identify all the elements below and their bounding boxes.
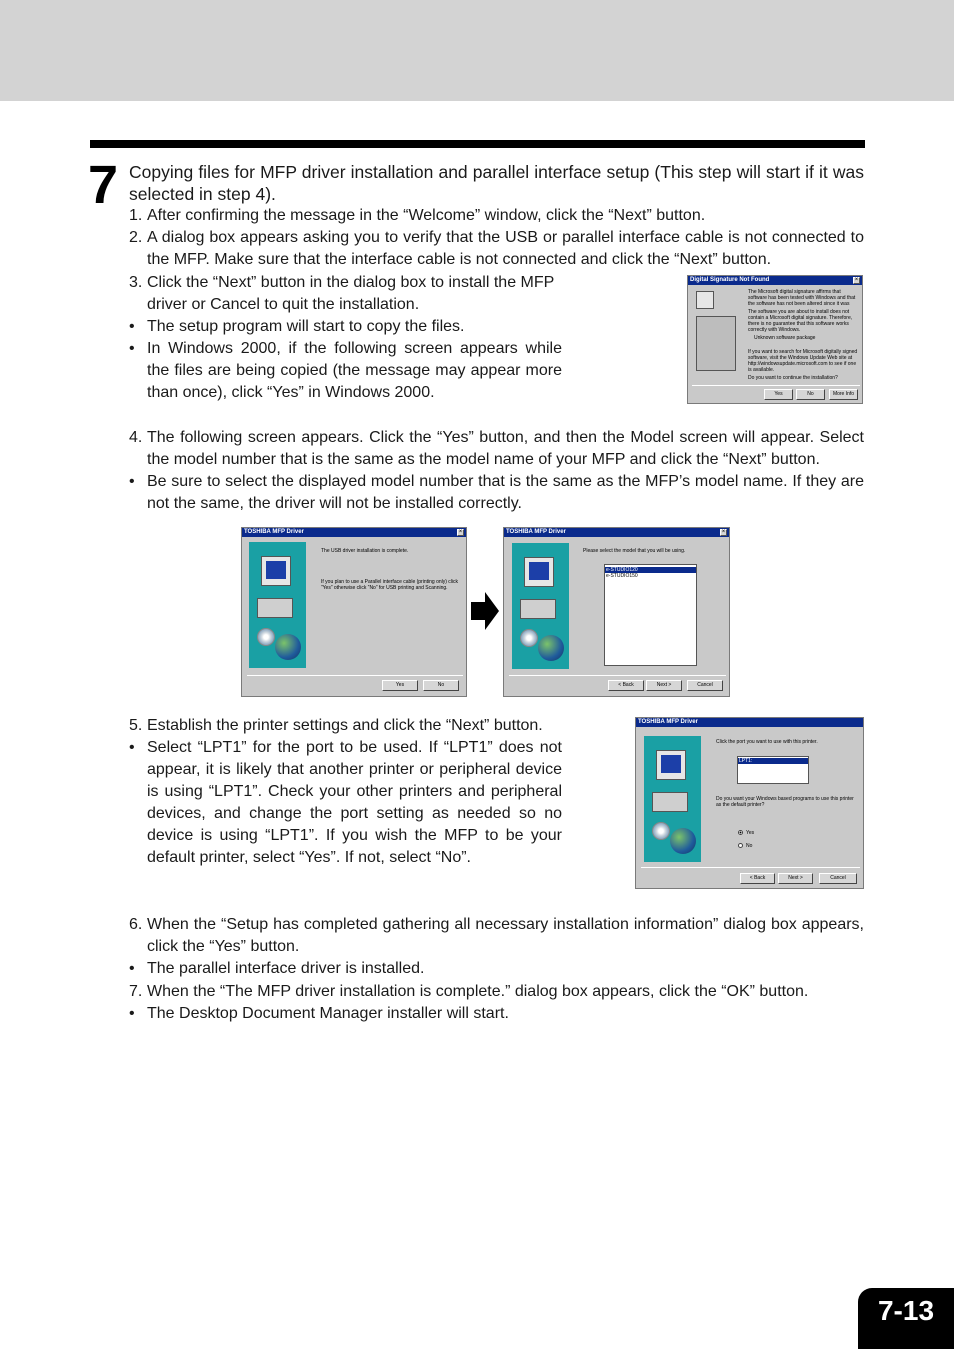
computer-icon xyxy=(696,316,736,371)
list-marker: • xyxy=(129,473,135,490)
list-item xyxy=(129,981,864,1003)
divider xyxy=(247,675,463,676)
list-text: When the “The MFP driver installation is complete.” dialog box appears, click the “OK” button. xyxy=(147,983,809,1000)
list-marker: • xyxy=(129,318,135,335)
close-icon: × xyxy=(721,529,726,535)
certificate-icon xyxy=(696,291,714,309)
setup-graphic xyxy=(249,542,306,668)
list-text: When the “Setup has completed gathering all necessary installation information” dialog box appears, click the “Yes” button. xyxy=(147,916,864,955)
model-option-selected[interactable]: e-STUDIO120 xyxy=(605,567,696,573)
section-rule xyxy=(90,140,865,148)
model-option[interactable]: e-STUDIO150 xyxy=(606,573,638,579)
list-item xyxy=(129,958,864,980)
list-item xyxy=(129,272,562,316)
cancel-button[interactable]: Cancel xyxy=(819,873,857,884)
list-marker: 3. xyxy=(129,274,143,291)
parallel-question: If you plan to use a Parallel interface cable (printing only) click “Yes” otherwise click “No” for USB printing and Scanning. xyxy=(321,579,459,591)
port-option-selected[interactable]: LPT1: xyxy=(738,758,808,764)
model-select-dialog-screenshot xyxy=(503,527,730,697)
list-item xyxy=(129,737,562,869)
no-radio-label: No xyxy=(746,843,753,849)
computer-icon xyxy=(656,750,686,780)
signature-para-2: The software you are about to install does not contain a Microsoft digital signature. Therefore, there is no guarantee that this software works correctly with Windows. xyxy=(748,309,853,333)
list-marker: 7. xyxy=(129,983,143,1000)
keyboard-icon xyxy=(257,598,293,618)
list-text: A dialog box appears asking you to verify that the USB or parallel interface cable is not connected to the MFP. Make sure that the interface cable is not connected and click the “Next” button. xyxy=(147,229,864,268)
list-marker: 5. xyxy=(129,717,143,734)
dialog-title: TOSHIBA MFP Driver xyxy=(504,528,729,537)
list-item xyxy=(129,227,864,271)
divider xyxy=(509,675,726,676)
list-item xyxy=(129,316,562,338)
close-icon: × xyxy=(854,277,859,283)
list-item xyxy=(129,205,864,227)
disc-icon xyxy=(257,628,275,646)
port-list[interactable] xyxy=(737,756,809,784)
signature-dialog-screenshot xyxy=(687,275,863,404)
page-number: 7-13 xyxy=(877,1295,935,1326)
list-item xyxy=(129,914,864,958)
setup-graphic xyxy=(644,736,701,862)
step-heading: Copying files for MFP driver installation and parallel interface setup (This step will start if it was selected in step 4). xyxy=(129,162,864,204)
back-button[interactable]: < Back xyxy=(608,680,644,691)
list-marker: 4. xyxy=(129,429,143,446)
list-marker: 1. xyxy=(129,207,143,224)
list-item xyxy=(129,1003,864,1025)
list-text: Select “LPT1” for the port to be used. If “LPT1” does not appear, it is likely that another printer or peripheral device is using “LPT1”. Check your other printers and peripheral devices, and change the port setting as needed so no device is using “LPT1”. If you wish the MFP to be your default printer, select “Yes”. If not, select “No”. xyxy=(147,739,562,866)
keyboard-icon xyxy=(652,792,688,812)
arrow-right-icon xyxy=(471,592,499,630)
signature-para-3: If you want to search for Microsoft digitally signed software, visit the Windows Update Web site at http://windowsupdate.microsoft.com to see if one is available. xyxy=(748,349,858,373)
list-marker: • xyxy=(129,960,135,977)
no-radio[interactable] xyxy=(738,843,743,848)
list-text: Establish the printer settings and click the “Next” button. xyxy=(147,717,543,734)
next-button[interactable]: Next > xyxy=(778,873,813,884)
no-button[interactable]: No xyxy=(796,389,825,400)
list-text: After confirming the message in the “Welcome” window, click the “Next” button. xyxy=(147,207,706,224)
yes-button[interactable]: Yes xyxy=(764,389,793,400)
model-list[interactable] xyxy=(604,564,697,666)
list-marker: 2. xyxy=(129,229,143,246)
divider xyxy=(692,385,860,386)
list-text: In Windows 2000, if the following screen appears while the files are being copied (the message may appear more than once), click “Yes” in Windows 2000. xyxy=(147,340,562,401)
yes-radio-label: Yes xyxy=(746,830,755,836)
list-text: Click the “Next” button in the dialog box to install the MFP driver or Cancel to quit the installation. xyxy=(147,274,555,313)
list-marker: • xyxy=(129,739,135,756)
list-text: The parallel interface driver is installed. xyxy=(147,960,425,977)
list-marker: • xyxy=(129,1005,135,1022)
globe-icon xyxy=(670,828,696,854)
model-prompt: Please select the model that you will be using. xyxy=(583,548,686,554)
more-info-button[interactable]: More Info xyxy=(829,389,858,400)
dialog-title: TOSHIBA MFP Driver xyxy=(242,528,466,537)
yes-button[interactable]: Yes xyxy=(382,680,418,691)
globe-icon xyxy=(275,634,301,660)
globe-icon xyxy=(538,635,564,661)
no-button[interactable]: No xyxy=(423,680,459,691)
step-number: 7 xyxy=(88,155,119,215)
signature-package: Unknown software package xyxy=(754,335,816,341)
list-text: Be sure to select the displayed model number that is the same as the MFP’s model name. If they are not the same, the driver will not be installed correctly. xyxy=(147,473,864,512)
disc-icon xyxy=(520,629,538,647)
computer-icon xyxy=(524,557,554,587)
list-item xyxy=(129,427,864,471)
list-text: The Desktop Document Manager installer will start. xyxy=(147,1005,509,1022)
port-prompt: Click the port you want to use with this printer. xyxy=(716,739,818,745)
signature-question: Do you want to continue the installation? xyxy=(748,375,838,381)
computer-icon xyxy=(261,556,291,586)
close-icon: × xyxy=(458,529,463,535)
setup-graphic xyxy=(512,543,569,669)
list-item xyxy=(129,471,864,515)
default-printer-question: Do you want your Windows based programs to use this printer as the default printer? xyxy=(716,796,854,808)
signature-para-1: The Microsoft digital signature affirms that software has been tested with Windows and that the software has not been altered since it was xyxy=(748,289,856,307)
list-text: The following screen appears. Click the “Yes” button, and then the Model screen will appear. Select the model number that is the same as the model name of your MFP and click the “Next” button. xyxy=(147,429,864,468)
list-marker: 6. xyxy=(129,916,143,933)
keyboard-icon xyxy=(520,599,556,619)
disc-icon xyxy=(652,822,670,840)
port-dialog-screenshot xyxy=(635,717,864,889)
cancel-button[interactable]: Cancel xyxy=(687,680,723,691)
back-button[interactable]: < Back xyxy=(740,873,775,884)
dialog-title: Digital Signature Not Found xyxy=(688,276,862,285)
header-band xyxy=(0,0,954,101)
list-item xyxy=(129,338,562,404)
yes-radio[interactable] xyxy=(738,830,743,835)
divider xyxy=(641,867,860,868)
list-text: The setup program will start to copy the files. xyxy=(147,318,465,335)
list-marker: • xyxy=(129,340,135,357)
usb-complete-message: The USB driver installation is complete. xyxy=(321,548,409,554)
dialog-title: TOSHIBA MFP Driver xyxy=(636,718,863,727)
list-item xyxy=(129,715,564,737)
usb-complete-dialog-screenshot xyxy=(241,527,467,697)
next-button[interactable]: Next > xyxy=(646,680,682,691)
